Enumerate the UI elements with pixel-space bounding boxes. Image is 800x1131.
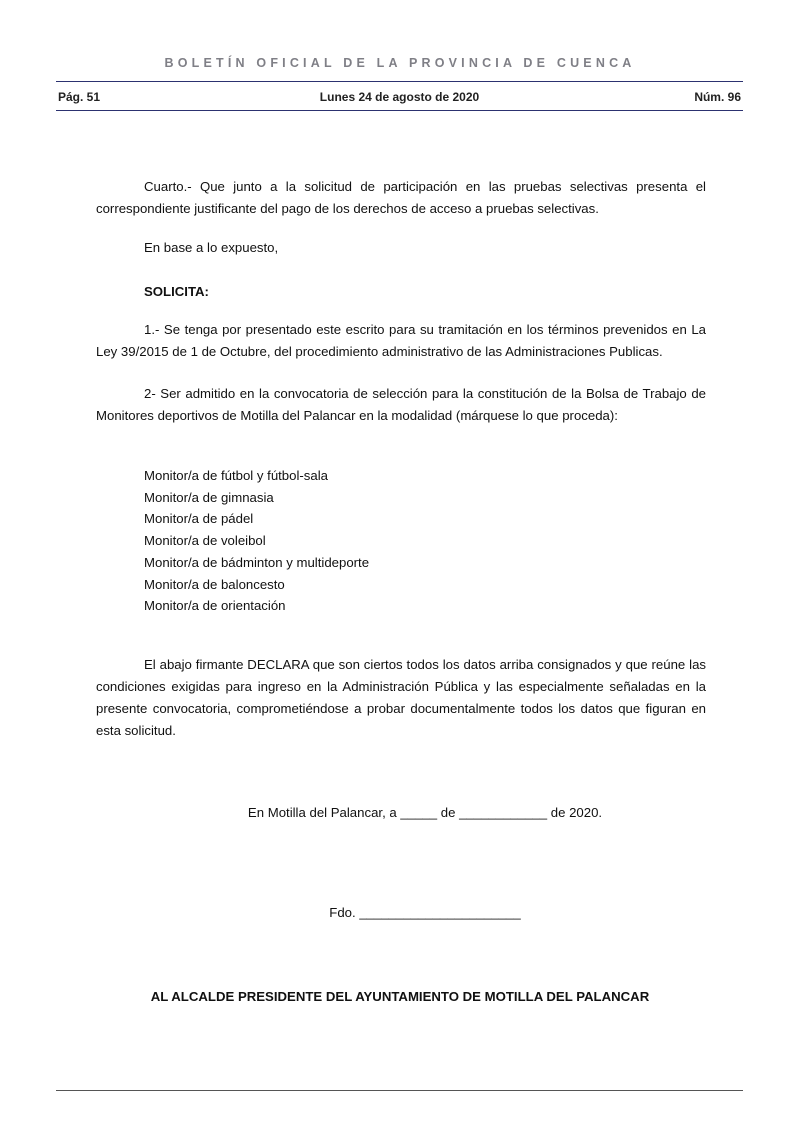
option-futbol: Monitor/a de fútbol y fútbol-sala [144,468,328,483]
option-voleibol: Monitor/a de voleibol [144,533,266,549]
footer-rule [56,1090,743,1091]
page-number: Pág. 51 [58,90,101,104]
addressee: AL ALCALDE PRESIDENTE DEL AYUNTAMIENTO DE MOTILLA DEL PALANCAR [150,989,650,1004]
issue-date: Lunes 24 de agosto de 2020 [319,90,480,104]
header-rule-bottom [56,110,743,111]
option-orientacion: Monitor/a de orientación [144,598,286,614]
paragraph-cuarto: Cuarto.- Que junto a la solicitud de participación en las pruebas selectivas presenta el correspondiente justificante del pago de los derechos de acceso a pruebas selectivas. [96,179,706,216]
option-badminton: Monitor/a de bádminton y multideporte [144,554,370,570]
paragraph-declara: El abajo firmante DECLARA que son ciertos todos los datos arriba consignados y que reúne las condiciones exigidas para ingreso en la Administración Pública y las especialmente señaladas en la presente convocatoria, comprometiéndose a probar documentalmente todos los datos que figuran en esta solicitud. [96,657,706,738]
option-gimnasia: Monitor/a de gimnasia [144,489,274,505]
place-date-line: En Motilla del Palancar, a _____ de ____________ de 2020. [247,805,603,820]
option-padel: Monitor/a de pádel [144,511,254,527]
paragraph-punto-2: 2- Ser admitido en la convocatoria de selección para la constitución de la Bolsa de Trabajo de Monitores deportivos de Motilla del Palancar en la modalidad (márquese lo que proceda): [96,386,706,423]
solicita-heading: SOLICITA: [144,284,209,299]
option-baloncesto: Monitor/a de baloncesto [144,576,285,592]
bulletin-masthead: BOLETÍN OFICIAL DE LA PROVINCIA DE CUENCA [164,56,636,70]
modality-options-list [144,465,369,617]
signature-line: Fdo. ______________________ [329,905,521,920]
issue-number: Núm. 96 [694,90,741,104]
paragraph-en-base: En base a lo expuesto, [144,240,279,255]
paragraph-punto-1: 1.- Se tenga por presentado este escrito para su tramitación en los términos prevenidos en La Ley 39/2015 de 1 de Octubre, del procedimiento administrativo de las Administraciones Publicas. [96,322,706,359]
header-rule-top [56,81,743,82]
